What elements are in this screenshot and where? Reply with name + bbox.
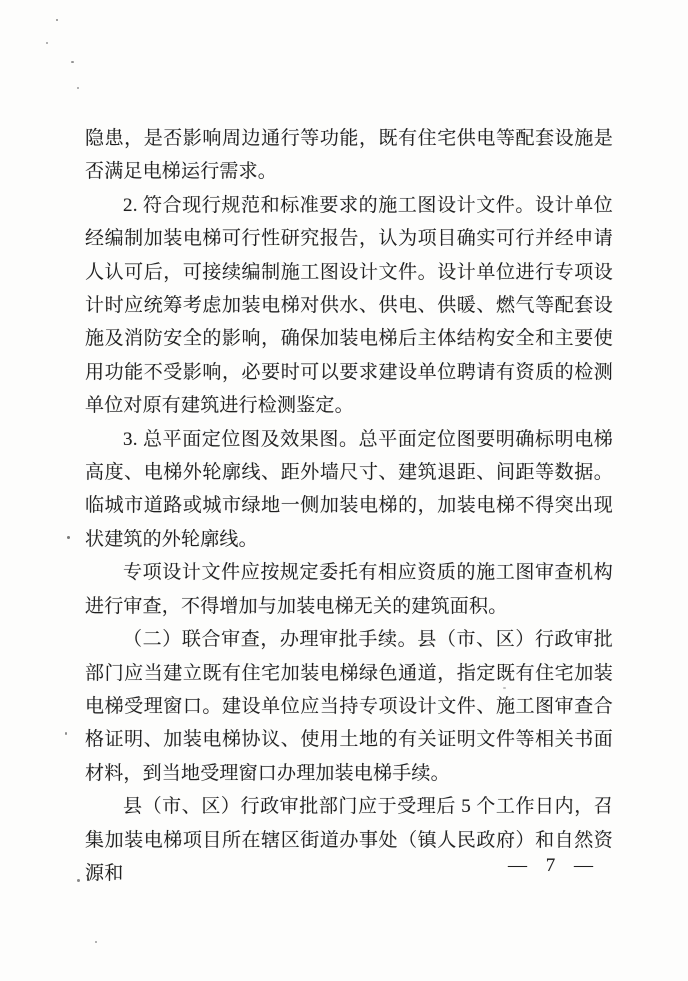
paragraph-section-2-joint-review: （二）联合审查，办理审批手续。县（市、区）行政审批部门应当建立既有住宅加装电梯绿色通道，指定既有住宅加装电梯受理窗口。建设单位应当持专项设计文件、施工图审查合格证明、加装电梯协议、使用土地的有关证明文件等相关书面材料，到当地受理窗口办理加装电梯手续。 bbox=[85, 629, 613, 784]
scan-speck bbox=[77, 87, 79, 89]
document-body bbox=[85, 122, 613, 890]
scan-speck bbox=[56, 19, 58, 21]
scan-speck bbox=[46, 42, 48, 44]
scan-speck bbox=[71, 61, 74, 63]
paragraph-item-3: 3. 总平面定位图及效果图。总平面定位图要明确标明电梯高度、电梯外轮廓线、距外墙尺寸、建筑退距、间距等数据。临城市道路或城市绿地一侧加装电梯的，加装电梯不得突出现状建筑的外轮廓线。 bbox=[85, 428, 613, 550]
paragraph-approval-timeline: 县（市、区）行政审批部门应于受理后 5 个工作日内，召集加装电梯项目所在辖区街道办事处（镇人民政府）和自然资源和 bbox=[85, 796, 613, 884]
scan-speck bbox=[67, 536, 70, 539]
paragraph-continuation: 隐患，是否影响周边通行等功能，既有住宅供电等配套设施是否满足电梯运行需求。 bbox=[85, 128, 613, 183]
page-number: — 7 — bbox=[508, 855, 595, 876]
scan-speck bbox=[95, 941, 97, 943]
scan-speck bbox=[65, 732, 67, 735]
paragraph-special-design-review: 专项设计文件应按规定委托有相应资质的施工图审查机构进行审查，不得增加与加装电梯无关的建筑面积。 bbox=[85, 562, 613, 617]
paragraph-item-2: 2. 符合现行规范和标准要求的施工图设计文件。设计单位经编制加装电梯可行性研究报告，认为项目确实可行并经申请人认可后，可接续编制施工图设计文件。设计单位进行专项设计时应统筹考虑加装电梯对供水、供电、供暖、燃气等配套设施及消防安全的影响，确保加装电梯后主体结构安全和主要使用功能不受影响，必要时可以要求建设单位聘请有资质的检测单位对原有建筑进行检测鉴定。 bbox=[85, 194, 613, 417]
scan-speck bbox=[77, 879, 80, 882]
